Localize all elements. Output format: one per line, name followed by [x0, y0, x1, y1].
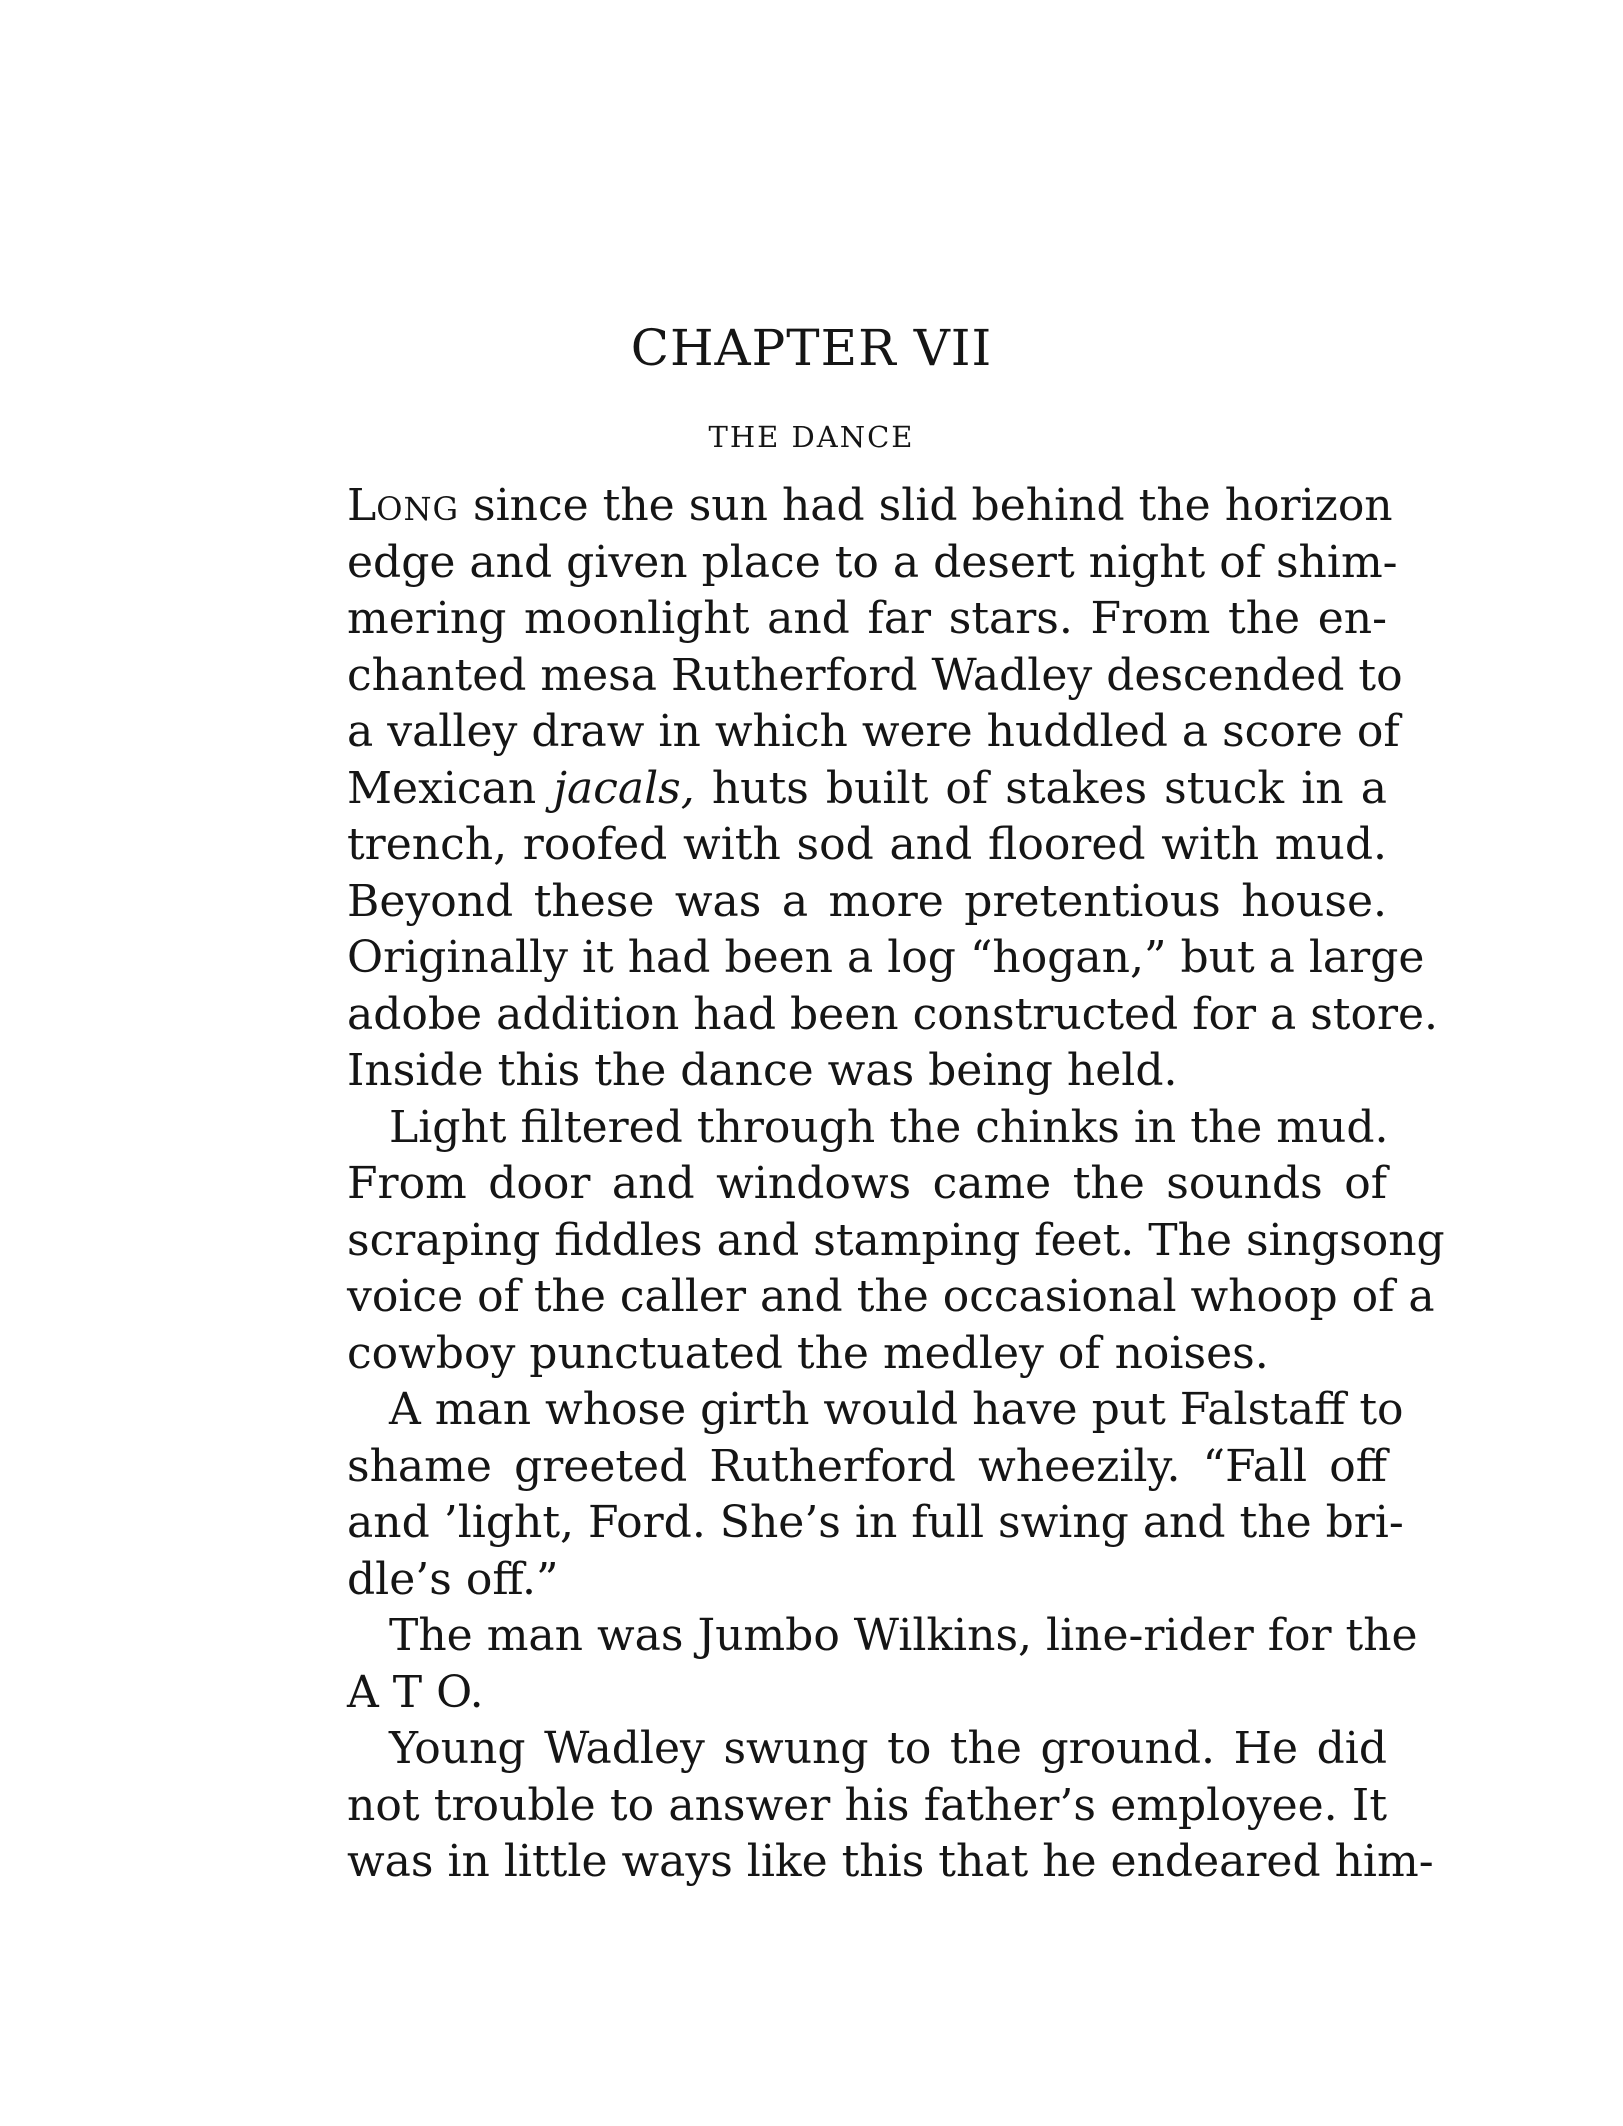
- text-line: dle’s off.”: [347, 1553, 559, 1605]
- lead-small-caps: ONG: [376, 490, 460, 528]
- text-line: Inside this the dance was being held.: [347, 1045, 1178, 1096]
- text-line: trench, roofed with sod and floored with mud.: [347, 819, 1387, 870]
- text-line: [347, 761, 1387, 818]
- chapter-title: CHAPTER VII: [630, 319, 993, 377]
- text-line: not trouble to answer his father’s employee. It: [347, 1779, 1387, 1831]
- text-line: scraping fiddles and stamping feet. The singsong: [347, 1214, 1445, 1266]
- text-line: Light filtered through the chinks in the mud.: [389, 1101, 1389, 1153]
- line-text: huts built of stakes stuck in a: [694, 762, 1387, 814]
- text-line: voice of the caller and the occasional whoop of a: [347, 1271, 1435, 1322]
- chapter-subtitle: THE DANCE: [708, 420, 915, 454]
- text-line: chanted mesa Rutherford Wadley descended to: [347, 649, 1403, 701]
- text-line: A T O.: [347, 1666, 484, 1718]
- text-line: The man was Jumbo Wilkins, line-rider for the: [389, 1610, 1418, 1661]
- line-text: Mexican: [347, 762, 554, 814]
- text-line: Originally it had been a log “hogan,” but a large: [347, 932, 1425, 983]
- text-line: Beyond these was a more pretentious house.: [347, 875, 1387, 927]
- text-line: From door and windows came the sounds of: [347, 1158, 1387, 1209]
- text-line: a valley draw in which were huddled a score of: [347, 706, 1400, 757]
- text-line: shame greeted Rutherford wheezily. “Fall off: [347, 1440, 1387, 1492]
- text-line: adobe addition had been constructed for a store.: [347, 988, 1439, 1040]
- text-line: cowboy punctuated the medley of noises.: [347, 1327, 1269, 1379]
- text-line: A man whose girth would have put Falstaff to: [389, 1384, 1404, 1435]
- text-line: [347, 478, 1393, 535]
- text-line: edge and given place to a desert night of shim-: [347, 536, 1398, 588]
- text-line: and ’light, Ford. She’s in full swing and the bri-: [347, 1497, 1404, 1548]
- text-line: was in little ways like this that he endeared him-: [347, 1836, 1434, 1887]
- line-text: since the sun had slid behind the horizon: [459, 480, 1393, 531]
- text-line: mering moonlight and far stars. From the en-: [347, 593, 1387, 644]
- lead-capital: L: [347, 480, 377, 531]
- text-line: Young Wadley swung to the ground. He did: [389, 1723, 1387, 1774]
- body-text: [347, 478, 1445, 1891]
- italic-word: jacals,: [553, 762, 695, 814]
